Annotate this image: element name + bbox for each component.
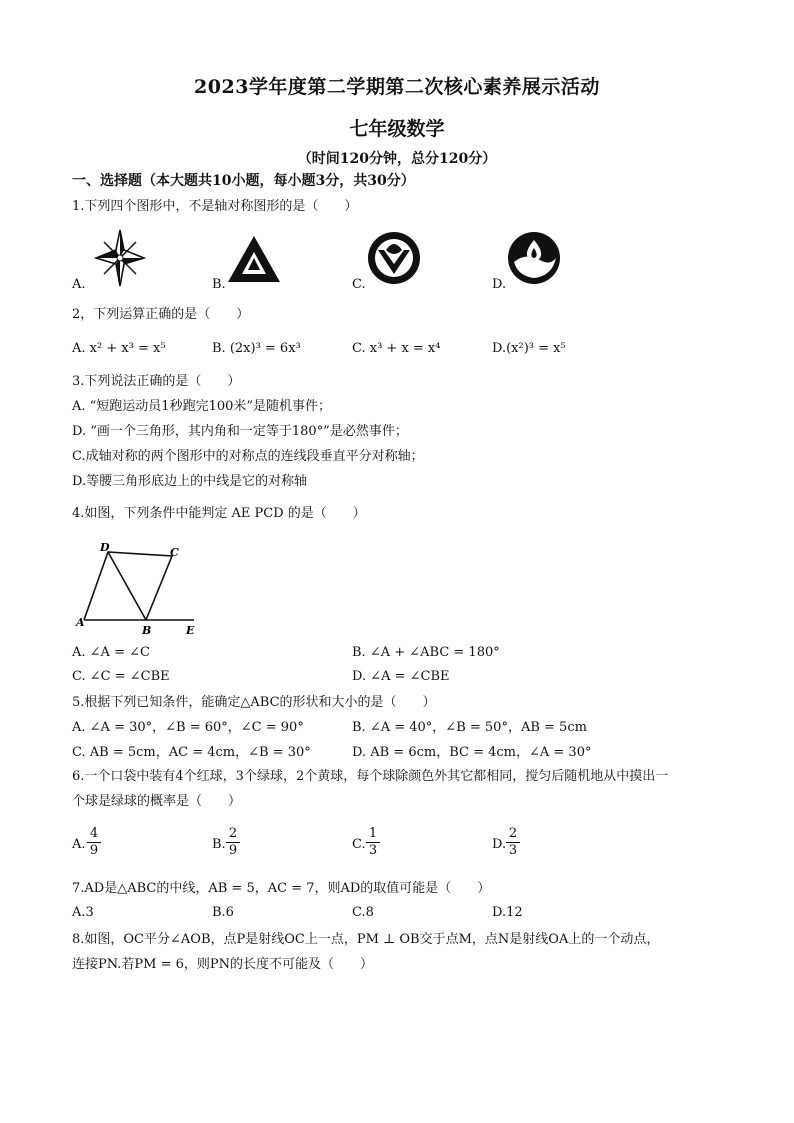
q1-option-a: A.	[72, 277, 86, 292]
q2-option-c: C. x³ + x = x⁴	[352, 341, 441, 356]
label-c: C	[170, 546, 179, 559]
circle-v-logo-figure	[366, 230, 422, 286]
q4-option-a: A. ∠A = ∠C	[72, 645, 150, 660]
q6-d-denominator: 3	[508, 843, 518, 858]
q3-option-1: A. “短跑运动员1秒跑完100米”是随机事件；	[72, 399, 332, 414]
q8-stem-line2: 连接PN.若PM = 6，则PN的长度不可能及（ ）	[72, 957, 374, 972]
q2-option-b: B. (2x)³ = 6x³	[212, 341, 301, 356]
q6-d-numerator: 2	[506, 826, 520, 843]
q6-b-denominator: 9	[228, 843, 238, 858]
q6-option-b-label: B.	[212, 837, 226, 852]
q6-option-c-fraction	[366, 826, 380, 859]
label-b: B	[142, 624, 152, 637]
q1-stem: 1.下列四个图形中，不是轴对称图形的是（ ）	[72, 199, 358, 214]
exam-title: 2023学年度第二学期第二次核心素养展示活动	[194, 76, 600, 98]
q5-option-c: C. AB = 5cm，AC = 4cm，∠B = 30°	[72, 745, 311, 760]
q6-option-a-fraction	[87, 826, 101, 859]
q2-option-d: D.(x²)³ = x⁵	[492, 341, 566, 356]
q6-b-numerator: 2	[226, 826, 240, 843]
q6-a-numerator: 4	[87, 826, 101, 843]
q4-option-b: B. ∠A + ∠ABC = 180°	[352, 645, 500, 660]
q8-stem-line1: 8.如图，OC平分∠AOB，点P是射线OC上一点，PM ⊥ OB交于点M，点N是射线OA上的一个动点，	[72, 932, 660, 947]
section-heading: 一、选择题（本大题共10小题，每小题3分，共30分）	[72, 173, 415, 189]
quadrilateral-figure	[74, 540, 204, 640]
q7-option-c: C.8	[352, 905, 374, 920]
q6-a-denominator: 9	[89, 843, 99, 858]
q6-c-numerator: 1	[366, 826, 380, 843]
q4-option-d: D. ∠A = ∠CBE	[352, 669, 450, 684]
exam-subtitle: 七年级数学	[349, 118, 445, 140]
label-d: D	[100, 541, 110, 554]
q7-option-b: B.6	[212, 905, 234, 920]
q7-option-a: A.3	[72, 905, 94, 920]
compass-star-figure	[88, 228, 152, 288]
q4-stem: 4.如图，下列条件中能判定 AE PCD 的是（ ）	[72, 506, 366, 521]
q3-stem: 3.下列说法正确的是（ ）	[72, 374, 241, 389]
q5-option-d: D. AB = 6cm，BC = 4cm，∠A = 30°	[352, 745, 592, 760]
q2-stem: 2，下列运算正确的是（ ）	[72, 307, 250, 322]
q3-option-3: C.成轴对称的两个图形中的对称点的连线段垂直平分对称轴；	[72, 449, 424, 464]
q2-option-a: A. x² + x³ = x⁵	[72, 341, 166, 356]
q1-option-c: C.	[352, 277, 366, 292]
label-a: A	[76, 616, 85, 629]
q6-option-d-label: D.	[492, 837, 507, 852]
label-e: E	[186, 624, 195, 637]
exam-info: （时间120分钟，总分120分）	[297, 151, 497, 167]
q1-option-b: B.	[212, 277, 226, 292]
q6-option-b-fraction	[226, 826, 240, 859]
drop-logo-figure	[506, 230, 562, 286]
q4-option-c: C. ∠C = ∠CBE	[72, 669, 170, 684]
q6-option-a-label: A.	[72, 837, 86, 852]
q3-option-2: D. “画一个三角形，其内角和一定等于180°”是必然事件；	[72, 424, 408, 439]
q6-c-denominator: 3	[368, 843, 378, 858]
q5-stem: 5.根据下列已知条件，能确定△ABC的形状和大小的是（ ）	[72, 695, 436, 710]
q5-option-a: A. ∠A = 30°，∠B = 60°，∠C = 90°	[72, 720, 304, 735]
q7-stem: 7.AD是△ABC的中线，AB = 5，AC = 7，则AD的取值可能是（ ）	[72, 881, 491, 896]
q6-stem-line1: 6.一个口袋中装有4个红球，3个绿球，2个黄球，每个球除颜色外其它都相同，搅匀后随机地从中摸出一	[72, 769, 669, 784]
q6-stem-line2: 个球是绿球的概率是（ ）	[72, 794, 242, 809]
q7-option-d: D.12	[492, 905, 523, 920]
q6-option-c-label: C.	[352, 837, 366, 852]
q1-option-d: D.	[492, 277, 507, 292]
q5-option-b: B. ∠A = 40°，∠B = 50°，AB = 5cm	[352, 720, 587, 735]
q3-option-4: D.等腰三角形底边上的中线是它的对称轴	[72, 474, 308, 489]
triangle-logo-figure	[226, 234, 282, 284]
q6-option-d-fraction	[506, 826, 520, 859]
